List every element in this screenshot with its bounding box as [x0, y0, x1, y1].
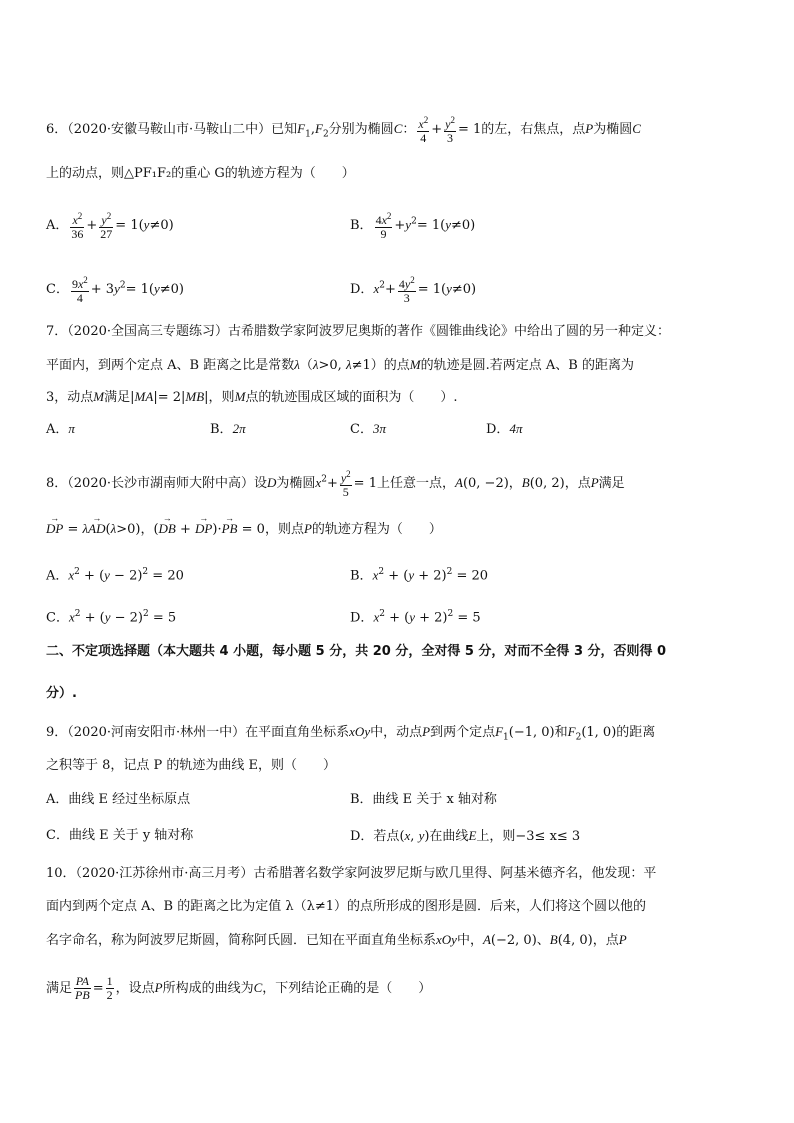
q7-option-d[interactable]	[486, 419, 522, 440]
option-text: 上，则−3≤ x≤ 3	[476, 829, 581, 844]
text: ，则	[208, 390, 235, 405]
text: 分别为椭圆	[328, 122, 394, 137]
q10-stem-line2: 面内到两个定点 A、B 的距离之比为定值 λ（λ≠1）的点所形成的图形是圆．后来，人们将这个圆以他的	[46, 899, 646, 914]
q7-option-c[interactable]	[350, 419, 386, 440]
question-source: （2020·长沙市湖南师大附中高）	[67, 476, 254, 491]
option-label: D．	[350, 610, 374, 626]
q6-option-d[interactable]: D．$x^2+$ $\frac{4y^2}{3}$ = 1(y≠0)	[350, 275, 477, 305]
fraction: $\frac{x^2}{36}$	[71, 211, 84, 241]
fraction: $\frac{x^2}{4}$	[418, 115, 429, 145]
text: 古希腊数学家阿波罗尼奥斯的著作《圆锥曲线论》中给出了圆的另一种定义：	[228, 324, 671, 339]
text: 满足	[46, 981, 73, 996]
fraction: $\frac{PA}{PB}$	[75, 974, 90, 1002]
text: 所构成的曲线为	[162, 981, 254, 996]
q8-option-b[interactable]: B．$x^2 + (y + 2)^2 = 20$	[350, 567, 489, 584]
option-label: C．	[46, 610, 69, 626]
text: 为椭圆	[593, 122, 633, 137]
text: 上任意一点，	[376, 476, 455, 491]
fraction: $\frac{4y^2}{3}$	[398, 275, 415, 305]
option-label: D．	[486, 422, 510, 437]
option-value: π	[68, 421, 75, 436]
question-number: 8．	[46, 476, 68, 491]
q8-option-c[interactable]: C．$x^2 + (y - 2)^2 = 5$	[46, 609, 177, 626]
option-label: A．	[46, 218, 69, 233]
q6-stem-line1: 6．（2020·安徽马鞍山市·马鞍山二中）已知$F_1,F_2$分别为椭圆C： $\frac{x^2}{4}$ + $\frac{y^2}{3}$ = 1的左，右焦点，点P为椭圆C	[46, 115, 641, 145]
option-text: D．若点	[350, 829, 400, 844]
q9-stem-line2: 之积等于 8，记点 P 的轨迹为曲线 E，则（ ）	[46, 758, 337, 773]
q7-option-a[interactable]	[46, 419, 75, 440]
option-label: C．	[46, 282, 69, 297]
option-label: C．	[350, 422, 373, 437]
text: 平面内，到两个定点 A、B 距离之比是常数	[46, 358, 295, 373]
text: 的轨迹是圆.若两定点 A、B 的距离为	[420, 358, 634, 373]
option-label: A．	[46, 568, 69, 584]
option-label: A．	[46, 422, 69, 437]
q7-stem-line1	[46, 322, 670, 342]
text: 满足	[598, 476, 625, 491]
text: 古希腊著名数学家阿波罗尼斯与欧几里得、阿基米德齐名，他发现：平	[253, 866, 657, 881]
option-label: D．	[350, 282, 374, 297]
question-number: 6．	[46, 122, 68, 137]
q8-option-d[interactable]: D．$x^2 + (y + 2)^2 = 5$	[350, 609, 481, 626]
question-number: 7．	[46, 324, 68, 339]
text: ，设点	[115, 981, 155, 996]
fraction: $\frac{4x^2}{9}$	[375, 211, 392, 241]
option-label: B．	[350, 218, 373, 233]
text: 的距离	[616, 725, 656, 740]
q6-option-c[interactable]: C． $\frac{9x^2}{4}$ + $3y^2= 1(y\ne 0)$	[46, 275, 184, 305]
q9-stem-line1: 9．（2020·河南安阳市·林州一中）在平面直角坐标系xOy中，动点P到两个定点$F_1(-1$, 0)和$F_2(1$, 0)的距离	[46, 724, 656, 743]
option-value: 2π	[232, 421, 246, 436]
text: 满足	[104, 390, 131, 405]
text: ，下列结论正确的是（ ）	[262, 981, 432, 996]
option-value: 4π	[509, 421, 523, 436]
text: 3，动点	[46, 390, 94, 405]
text: 点的轨迹围成区域的面积为（ ）.	[245, 390, 458, 405]
text: 、	[536, 933, 550, 948]
text: 和	[554, 725, 568, 740]
text: ，点	[592, 933, 619, 948]
question-source: （2020·安徽马鞍山市·马鞍山二中）	[67, 122, 272, 137]
text: 的轨迹方程为（ ）	[311, 522, 442, 537]
fraction: $\frac{y^2}{27}$	[100, 211, 113, 241]
text: 已知	[271, 122, 298, 137]
q6-option-a[interactable]: A． $\frac{x^2}{36}$ + $\frac{y^2}{27}$ = 1(y≠0)	[46, 211, 174, 241]
text: 中，	[456, 933, 483, 948]
q9-option-b[interactable]: B．曲线 E 关于 x 轴对称	[350, 792, 497, 807]
question-number: 9．	[46, 725, 68, 740]
text: ，则点	[264, 522, 304, 537]
section-heading: 二、不定项选择题（本大题共 4 小题，每小题 5 分，共 20 分，全对得 5 分，对而不全得 3 分，否则得 0	[46, 644, 667, 659]
text: 在平面直角坐标系	[245, 725, 350, 740]
text: 为椭圆	[276, 476, 316, 491]
text: ，点	[564, 476, 591, 491]
q7-stem-line2: 平面内，到两个定点 A、B 距离之比是常数λ（λ>0, λ≠1）的点M的轨迹是圆.若两定点 A、B 的距离为	[46, 357, 634, 373]
option-value: 3π	[372, 421, 386, 436]
q8-stem-line2: → DP = λ→ AD(λ>0)，(→ DB + → DP)·→ PB = 0，则点P的轨迹方程为（ ）	[46, 519, 442, 540]
q8-stem-line1: 8．（2020·长沙市湖南师大附中高）设D为椭圆$x^2+$ $\frac{y^2}{5}$ = 1上任意一点，A(0, −2)，B(0, 2)，点P满足	[46, 469, 625, 499]
fraction: $\frac{9x^2}{4}$	[71, 275, 88, 305]
text: 名字命名，称为阿波罗尼斯圆，简称阿氏圆．已知在平面直角坐标系	[46, 933, 437, 948]
q9-option-a[interactable]: A．曲线 E 经过坐标原点	[46, 792, 191, 807]
question-number: 10．	[46, 866, 76, 881]
q7-stem-line3: 3，动点M满足|MA|= 2|MB|，则M点的轨迹围成区域的面积为（ ）.	[46, 389, 458, 405]
text: 中，动点	[370, 725, 423, 740]
fraction: $\frac{y^2}{3}$	[445, 115, 455, 145]
q7-option-b[interactable]	[210, 419, 246, 440]
fraction: $\frac{y^2}{5}$	[340, 469, 351, 499]
q6-option-b[interactable]: B． $\frac{4x^2}{9}$ $+y^2= 1(y\ne 0)$	[350, 211, 476, 241]
question-source: （2020·河南安阳市·林州一中）	[67, 725, 246, 740]
q9-option-d[interactable]: D．若点(x, y)在曲线E上，则−3≤ x≤ 3	[350, 828, 581, 844]
option-label: B．	[350, 568, 373, 584]
q10-stem-line3: 名字命名，称为阿波罗尼斯圆，简称阿氏圆．已知在平面直角坐标系xOy中，A(−2, 0)、B(4, 0)，点P	[46, 932, 627, 948]
text: 的点	[383, 358, 410, 373]
q8-option-a[interactable]: A．$x^2 + (y - 2)^2 = 20$	[46, 567, 184, 584]
q10-stem-line1	[46, 864, 656, 884]
question-source: （2020·江苏徐州市·高三月考）	[75, 866, 254, 881]
text: 到两个定点	[430, 725, 496, 740]
option-text: 在曲线	[429, 829, 469, 844]
fraction: $\frac{1}{2}$	[106, 974, 113, 1002]
text: 设	[254, 476, 268, 491]
section-heading-cont: 分）.	[46, 686, 77, 701]
text: 的左，右焦点，点	[481, 122, 586, 137]
q9-option-c[interactable]: C．曲线 E 关于 y 轴对称	[46, 828, 194, 843]
question-source: （2020·全国高三专题练习）	[67, 324, 228, 339]
q10-stem-line4: 满足 $\frac{PA}{PB}$ = $\frac{1}{2}$ ，设点P所构成的曲线为C，下列结论正确的是（ ）	[46, 974, 432, 1002]
q6-stem-line2: 上的动点，则△PF₁F₂的重心 G的轨迹方程为（ ）	[46, 166, 355, 181]
option-label: B．	[210, 422, 233, 437]
